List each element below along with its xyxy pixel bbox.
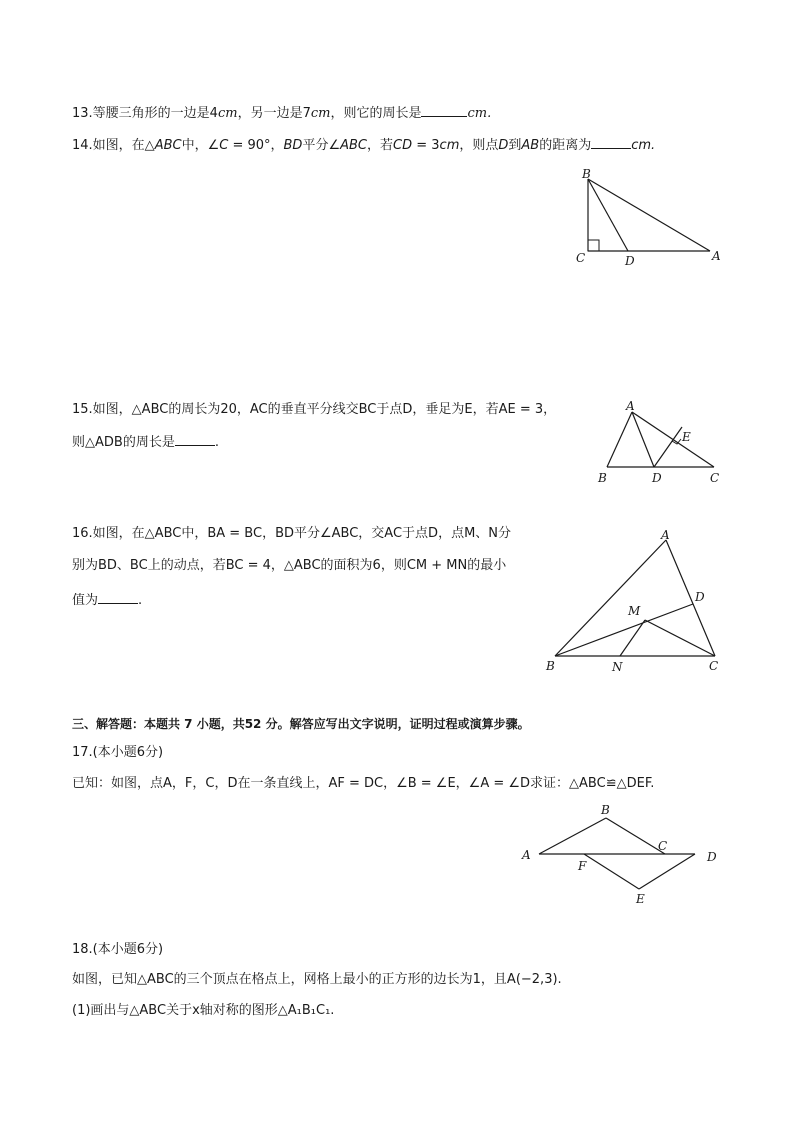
q14-text-a: 14.如图，在△ [72, 138, 155, 153]
q16-label-n: N [612, 660, 623, 674]
question-16-line-2 [72, 556, 506, 576]
q14-text-n: D [498, 138, 509, 153]
question-16-line-1 [72, 524, 511, 544]
q15-answer-blank[interactable] [175, 431, 215, 446]
q15-line-1-text: 15.如图，△ABC的周长为20，AC的垂直平分线交BC于点D，垂足为E，若AE = 3， [72, 402, 557, 417]
q16-line-1-text: 16.如图，在△ABC中，BA = BC，BD平分∠ABC，交AC于点D，点M、N分 [72, 526, 512, 541]
q16-label-a: A [661, 528, 670, 542]
q16-line-ac [666, 540, 715, 656]
q17-line-de [639, 854, 695, 889]
q18-body-text: 如图，已知△ABC的三个顶点在格点上，网格上最小的正方形的边长为1，且A(−2,3). [72, 972, 562, 987]
question-17-body [72, 774, 654, 794]
q14-text-f: BD [283, 138, 303, 153]
q16-label-b: B [546, 659, 555, 673]
q15-line-ad [632, 412, 654, 467]
q16-line-mn [620, 620, 645, 656]
q15-line-ab [607, 412, 632, 467]
q14-figure [570, 166, 730, 270]
q17-label-c: C [658, 839, 668, 853]
q14-text-g: 平分∠ [302, 138, 341, 153]
q13-text-after: ，则它的周长是 [330, 106, 422, 121]
q13-unit-1: cm [217, 106, 238, 121]
q16-line-bd [555, 604, 693, 656]
q16-line-2-text: 别为BD、BC上的动点，若BC = 4，△ABC的面积为6，则CM + MN的最小 [72, 558, 507, 573]
q16-label-d: D [695, 590, 705, 604]
q15-label-b: B [598, 471, 607, 485]
q17-label-f: F [578, 859, 587, 873]
q17-label-e: E [636, 892, 645, 906]
q16-figure [540, 525, 730, 677]
question-16-line-3 [72, 589, 142, 611]
q17-title-text: 17.(本小题6分) [72, 745, 164, 760]
q14-label-d: D [625, 254, 635, 268]
q16-label-c: C [709, 659, 719, 673]
question-13 [72, 102, 491, 124]
question-18-body [72, 970, 562, 990]
q14-text-q: 的距离为 [539, 138, 592, 153]
question-17-title [72, 743, 163, 763]
question-18-title [72, 940, 163, 960]
q18-part-1-text: (1)画出与△ABC关于x轴对称的图形△A₁B₁C₁. [72, 1003, 335, 1018]
q14-text-o: 到 [508, 138, 522, 153]
q15-figure [592, 396, 727, 488]
q14-text-i: ，若 [367, 138, 394, 153]
q16-line-3-end: . [138, 593, 143, 608]
q15-line-2-text: 则△ADB的周长是 [72, 435, 175, 450]
section-3-heading [72, 714, 530, 734]
q18-title-text: 18.(本小题6分) [72, 942, 164, 957]
q14-right-angle-mark [588, 240, 599, 251]
question-14 [72, 134, 655, 156]
q16-line-3-text: 值为 [72, 593, 99, 608]
q14-text-m: ，则点 [459, 138, 499, 153]
q15-label-c: C [710, 471, 720, 485]
q14-text-h: ABC [340, 138, 367, 153]
question-15-line-2 [72, 431, 219, 453]
q13-answer-blank[interactable] [421, 102, 467, 117]
q17-label-d: D [707, 850, 717, 864]
q17-line-bc [606, 818, 668, 854]
q17-line-ab [539, 818, 606, 854]
q14-text-c: 中，∠ [181, 138, 220, 153]
q15-label-e: E [682, 430, 691, 444]
question-15-line-1 [72, 400, 556, 420]
q14-text-k: = 3 [412, 138, 440, 153]
q14-line-ba [588, 179, 710, 251]
q13-text-before: 13.等腰三角形的一边是4 [72, 106, 218, 121]
q14-label-c: C [576, 251, 586, 265]
q14-label-b: B [582, 167, 591, 181]
q17-label-a: A [522, 848, 531, 862]
q17-body-text: 已知：如图，点A，F，C，D在一条直线上，AF = DC，∠B = ∠E，∠A = ∠D求证：△ABC≌△DEF. [72, 776, 655, 791]
q16-line-ab [555, 540, 666, 656]
q15-label-d: D [652, 471, 662, 485]
q13-unit-tail: cm. [467, 106, 492, 121]
q13-unit-2: cm [310, 106, 331, 121]
q14-text-b: ABC [154, 138, 182, 153]
q16-label-m: M [628, 604, 641, 618]
q14-text-l: cm [439, 138, 460, 153]
q14-text-d: C [219, 138, 229, 153]
section-3-text: 三、解答题：本题共 7 小题，共52 分。解答应写出文字说明，证明过程或演算步骤。 [72, 717, 530, 731]
q14-answer-blank[interactable] [591, 134, 631, 149]
q14-text-r: cm. [631, 138, 656, 153]
q13-text-mid: ，另一边是7 [237, 106, 311, 121]
q17-label-b: B [601, 803, 610, 817]
question-18-part-1 [72, 1001, 334, 1021]
q17-figure [515, 798, 725, 910]
q14-label-a: A [712, 249, 721, 263]
q15-line-2-end: . [214, 435, 219, 450]
q17-line-ef [584, 854, 639, 889]
q16-answer-blank[interactable] [98, 589, 138, 604]
q15-line-de [654, 427, 682, 467]
q16-line-mc [645, 620, 715, 656]
q14-text-j: CD [393, 138, 413, 153]
q15-label-a: A [626, 399, 635, 413]
q14-text-e: = 90°， [228, 138, 284, 153]
q14-text-p: AB [521, 138, 540, 153]
